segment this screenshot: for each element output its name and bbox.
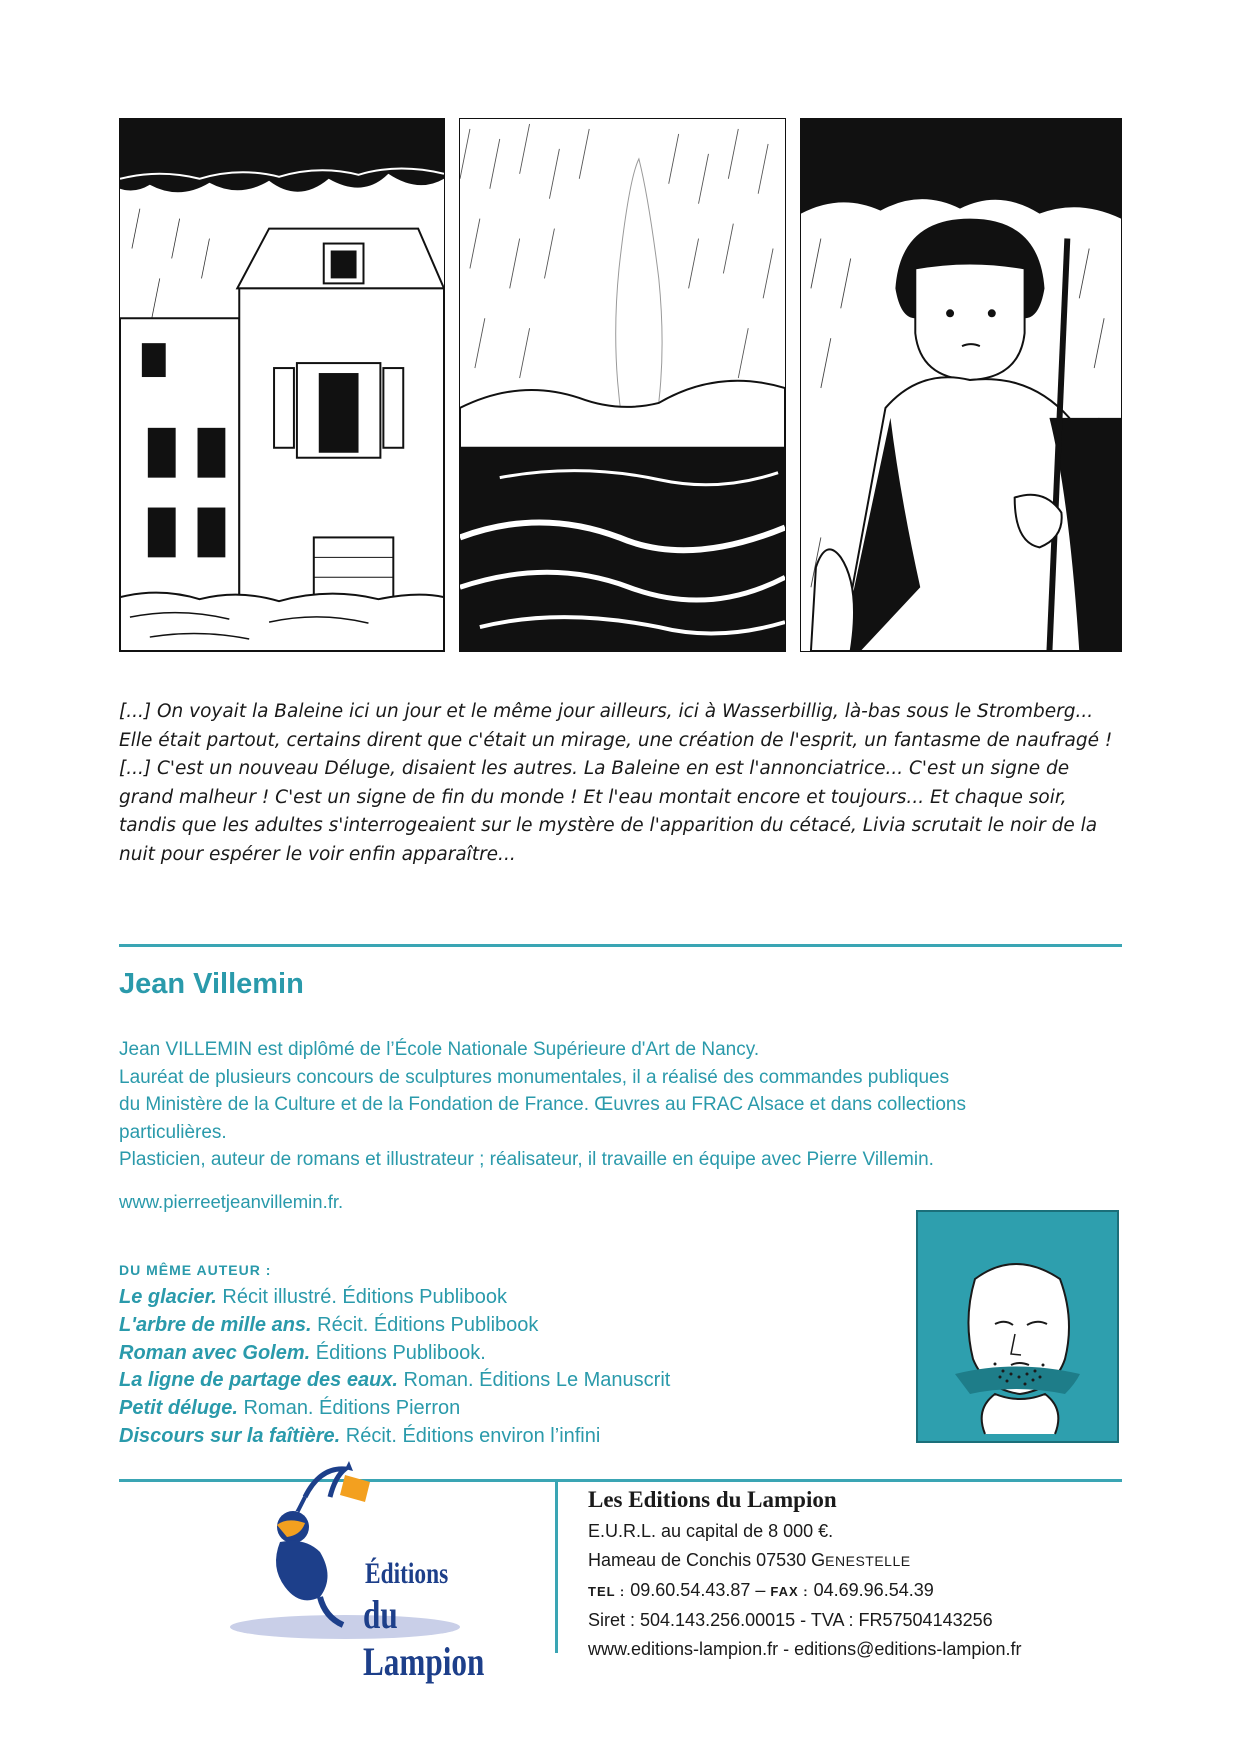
author-website-link[interactable]: www.pierreetjeanvillemin.fr. [119, 1191, 344, 1212]
publisher-name: Les Editions du Lampion [588, 1487, 837, 1512]
list-item [119, 1340, 670, 1368]
work-details: Récit. Éditions Publibook [311, 1313, 539, 1336]
work-title: Discours sur la faîtière. [119, 1424, 341, 1447]
excerpt-line: [...] C'est un nouveau Déluge, disaient les autres. La Baleine en est l'annonciatrice... C'est un signe de [119, 758, 1070, 780]
bio-line: Lauréat de plusieurs concours de sculptures monumentales, il a réalisé des commandes publiques [119, 1066, 950, 1088]
bio-line: du Ministère de la Culture et de la Fondation de France. Œuvres au FRAC Alsace et dans collections [119, 1094, 966, 1116]
fax-label: FAX : [770, 1584, 809, 1599]
publisher-contact-link[interactable]: www.editions-lampion.fr - editions@editions-lampion.fr [588, 1639, 1022, 1659]
work-details: Roman. Éditions Le Manuscrit [397, 1369, 671, 1392]
work-details: Récit illustré. Éditions Publibook [216, 1286, 507, 1308]
book-excerpt [119, 698, 1122, 870]
work-details: Récit. Éditions environ l’infini [340, 1424, 601, 1447]
bio-line: particulières. [119, 1121, 227, 1143]
list-item [119, 1423, 670, 1451]
list-item [119, 1395, 670, 1423]
excerpt-line: [...] On voyait la Baleine ici un jour et le même jour ailleurs, ici à Wasserbillig, là-bas sous le Stromberg... [119, 701, 1094, 722]
excerpt-line: Elle était partout, certains dirent que c'était un mirage, une création de l'esprit, un fantasme de naufragé ! [119, 729, 1113, 751]
author-portrait-illustration [915, 1209, 1120, 1444]
publisher-logo [225, 1457, 540, 1684]
tel-value: 09.60.54.43.87 – [625, 1580, 771, 1600]
work-title: L'arbre de mille ans. [119, 1313, 312, 1336]
publisher-phone [588, 1576, 1128, 1606]
list-item [119, 1312, 670, 1340]
divider [119, 944, 1122, 947]
excerpt-line: grand malheur ! C'est un signe de fin du monde ! Et l'eau montait encore et toujours... Et chaque soir, [119, 786, 1067, 808]
list-item [119, 1284, 670, 1312]
address-city-initial: G [811, 1550, 826, 1570]
flooded-houses-illustration [120, 119, 444, 651]
address-city-rest: ENESTELLE [825, 1553, 911, 1569]
work-title: Le glacier. [119, 1286, 217, 1308]
bio-line: Plasticien, auteur de romans et illustrateur ; réalisateur, il travaille en équipe avec Pierre Villemin. [119, 1149, 934, 1171]
excerpt-line: tandis que les adultes s'interrogeaient sur le mystère de l'apparition du cétacé, Livia scrutait le noir de la [119, 815, 1098, 837]
bio-line: Jean VILLEMIN est diplômé de l’École Nationale Supérieure d'Art de Nancy. [119, 1039, 760, 1060]
publisher-info [588, 1487, 1128, 1664]
panel-girl-umbrella [800, 118, 1122, 652]
publisher-siret-tva: Siret : 504.143.256.00015 - TVA : FR57504143256 [588, 1610, 993, 1630]
tel-label: TEL : [588, 1584, 626, 1599]
publisher-address [588, 1546, 1128, 1576]
work-title: La ligne de partage des eaux. [119, 1369, 398, 1392]
author-portrait [915, 1209, 1120, 1444]
publisher-capital: E.U.R.L. au capital de 8 000 €. [588, 1521, 834, 1541]
panel-flooded-houses [119, 118, 445, 652]
work-title: Petit déluge. [119, 1397, 238, 1420]
author-name: Jean Villemin [119, 968, 304, 1000]
address-main: Hameau de Conchis 07530 [588, 1550, 812, 1570]
panel-whale-spout [459, 118, 786, 652]
work-title: Roman avec Golem. [119, 1341, 311, 1364]
illustration-strip [119, 118, 1122, 652]
logo-text-editions: Éditions [365, 1557, 449, 1590]
logo-text-lampion: du Lampion [363, 1592, 485, 1684]
list-item [119, 1367, 670, 1395]
works-list [119, 1284, 670, 1451]
excerpt-line: nuit pour espérer le voir enfin apparaître... [119, 843, 516, 865]
girl-with-umbrella-illustration [801, 119, 1121, 651]
work-details: Éditions Publibook. [310, 1341, 486, 1364]
same-author-heading: DU MÊME AUTEUR : [119, 1262, 272, 1278]
work-details: Roman. Éditions Pierron [237, 1397, 461, 1420]
fax-value: 04.69.96.54.39 [808, 1580, 934, 1600]
author-bio [119, 1036, 1122, 1174]
vertical-divider [555, 1480, 558, 1653]
whale-spout-illustration [460, 119, 785, 651]
